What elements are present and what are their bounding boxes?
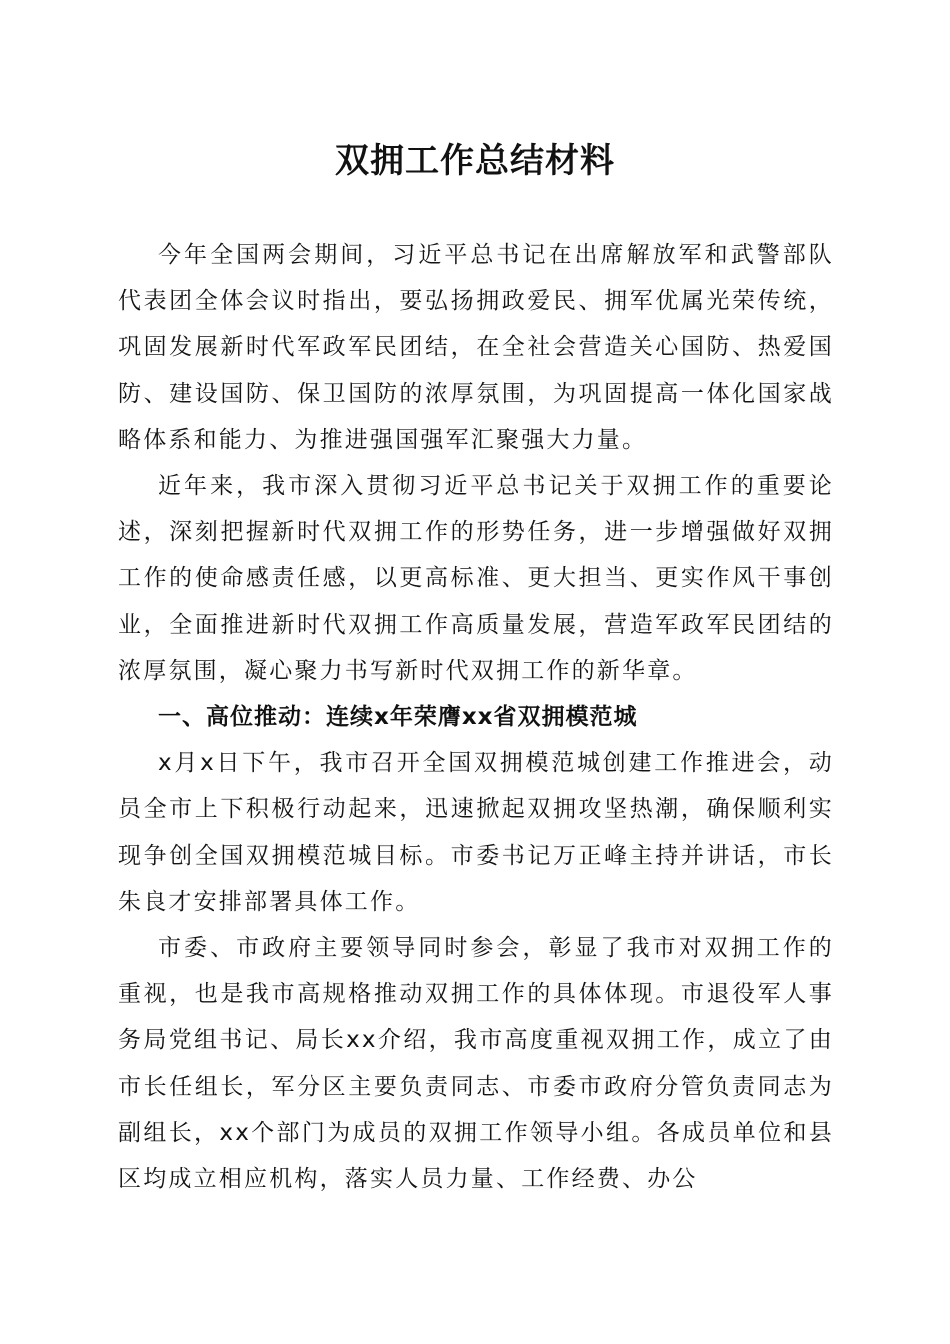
document-title: 双拥工作总结材料 [335, 141, 615, 181]
document-body [118, 232, 834, 1202]
paragraph: 今年全国两会期间，习近平总书记在出席解放军和武警部队代表团全体会议时指出，要弘扬拥政爱民、拥军优属光荣传统，巩固发展新时代军政军民团结，在全社会营造关心国防、热爱国防、建设国防、保卫国防的浓厚氛围，为巩固提高一体化国家战略体系和能力、为推进强国强军汇聚强大力量。 [118, 242, 834, 453]
paragraph: 市委、市政府主要领导同时参会，彰显了我市对双拥工作的重视，也是我市高规格推动双拥工作的具体体现。市退役军人事务局党组书记、局长xx介绍，我市高度重视双拥工作，成立了由市长任组长，军分区主要负责同志、市委市政府分管负责同志为副组长，xx个部门为成员的双拥工作领导小组。各成员单位和县区均成立相应机构，落实人员力量、工作经费、办公 [118, 935, 834, 1193]
paragraph: 近年来，我市深入贯彻习近平总书记关于双拥工作的重要论述，深刻把握新时代双拥工作的形势任务，进一步增强做好双拥工作的使命感责任感，以更高标准、更大担当、更实作风干事创业，全面推进新时代双拥工作高质量发展，营造军政军民团结的浓厚氛围，凝心聚力书写新时代双拥工作的新华章。 [118, 473, 834, 684]
paragraph: x月x日下午，我市召开全国双拥模范城创建工作推进会，动员全市上下积极行动起来，迅速掀起双拥攻坚热潮，确保顺利实现争创全国双拥模范城目标。市委书记万正峰主持并讲话，市长朱良才安排部署具体工作。 [118, 750, 834, 915]
section-heading: 一、高位推动：连续x年荣膺xx省双拥模范城 [158, 704, 638, 731]
